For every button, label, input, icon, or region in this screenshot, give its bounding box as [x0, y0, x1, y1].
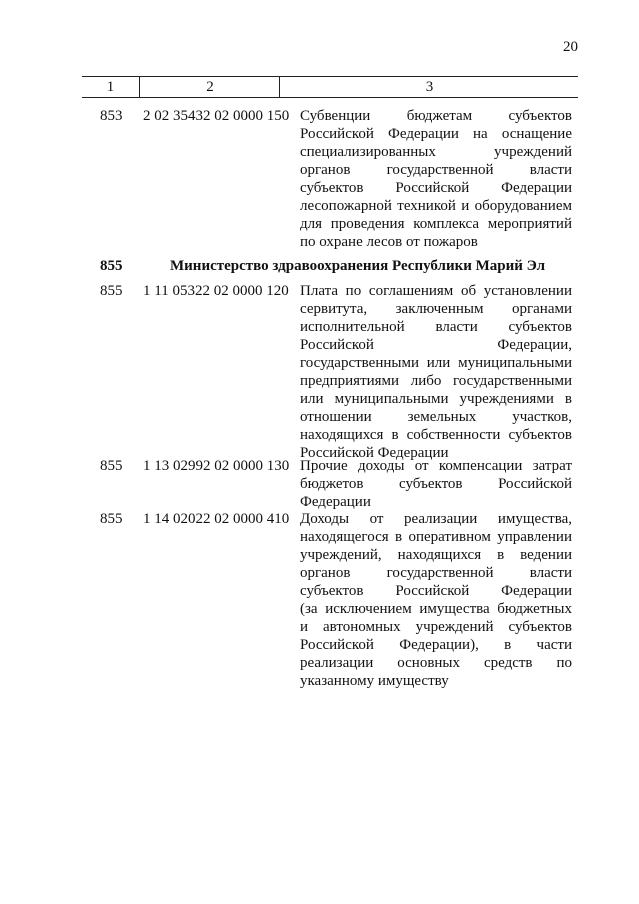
page-number: 20: [563, 39, 578, 55]
budget-code: 1 14 02022 02 0000 410: [143, 511, 290, 527]
description-line: (за исключением имущества бюджетных: [300, 601, 572, 617]
section-code: 855: [100, 258, 123, 274]
description-line: Федерации: [300, 494, 371, 510]
description-line: Российской Федерации,: [300, 337, 572, 353]
description-line: субъектов Российской Федерации: [300, 583, 572, 599]
header-col-2: 2: [139, 77, 280, 97]
description-line: реализации основных средств по: [300, 655, 572, 671]
description-line: специализированных учреждений: [300, 144, 572, 160]
admin-code: 855: [100, 458, 123, 474]
description-line: государственными или муниципальными: [300, 355, 572, 371]
description-line: находящегося в оперативном управлении: [300, 529, 572, 545]
description-line: Прочие доходы от компенсации затрат: [300, 458, 572, 474]
description-line: Российской Федерации на оснащение: [300, 126, 572, 142]
income-description: [300, 457, 572, 511]
description-line: или муниципальными учреждениями в: [300, 391, 572, 407]
description-line: предприятиями либо государственными: [300, 373, 572, 389]
description-line: лесопожарной техникой и оборудованием: [300, 198, 572, 214]
description-line: Плата по соглашениям об установлении: [300, 283, 572, 299]
description-line: субъектов Российской Федерации: [300, 180, 572, 196]
description-line: Субвенции бюджетам субъектов: [300, 108, 572, 124]
description-line: учреждений, находящихся в ведении: [300, 547, 572, 563]
description-line: Российской Федерации: [300, 445, 449, 461]
description-line: для проведения комплекса мероприятий: [300, 216, 572, 232]
budget-code: 1 13 02992 02 0000 130: [143, 458, 290, 474]
income-description: [300, 510, 572, 690]
budget-code: 2 02 35432 02 0000 150: [143, 108, 290, 124]
income-description: [300, 282, 572, 462]
admin-code: 855: [100, 283, 123, 299]
description-line: Доходы от реализации имущества,: [300, 511, 572, 527]
description-line: по охране лесов от пожаров: [300, 234, 478, 250]
description-line: и автономных учреждений субъектов: [300, 619, 572, 635]
description-line: находящихся в собственности субъектов: [300, 427, 572, 443]
table-header: [82, 76, 578, 98]
description-line: сервитута, заключенным органами: [300, 301, 572, 317]
admin-code: 855: [100, 511, 123, 527]
description-line: указанному имуществу: [300, 673, 449, 689]
description-line: органов государственной власти: [300, 162, 572, 178]
description-line: бюджетов субъектов Российской: [300, 476, 572, 492]
description-line: Российской Федерации), в части: [300, 637, 572, 653]
header-col-3: 3: [279, 77, 579, 97]
income-description: [300, 107, 572, 251]
admin-code: 853: [100, 108, 123, 124]
section-title: Министерство здравоохранения Республики Марий Эл: [170, 258, 546, 274]
description-line: отношении земельных участков,: [300, 409, 572, 425]
description-line: органов государственной власти: [300, 565, 572, 581]
description-line: исполнительной власти субъектов: [300, 319, 572, 335]
header-col-1: 1: [106, 79, 115, 95]
budget-code: 1 11 05322 02 0000 120: [143, 283, 289, 299]
